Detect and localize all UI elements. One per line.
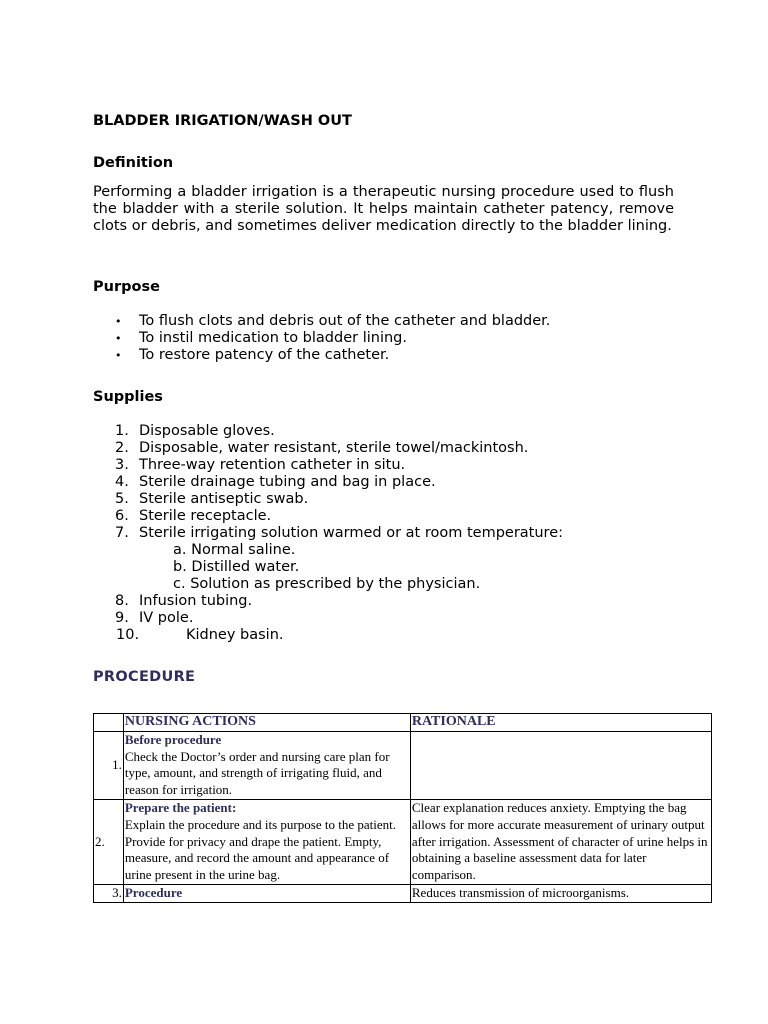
supply-item [93, 627, 713, 644]
supply-number: 10. [116, 627, 140, 643]
purpose-list [93, 313, 693, 364]
supply-text: Disposable gloves. [139, 423, 275, 439]
nursing-action-cell [123, 884, 410, 902]
column-header-rationale: RATIONALE [410, 714, 711, 732]
supply-subitem: c. Solution as prescribed by the physician. [173, 576, 481, 592]
nursing-action-cell [123, 731, 410, 799]
supply-text: Sterile receptacle. [139, 508, 272, 524]
supply-item [93, 491, 713, 508]
rationale-cell [410, 731, 711, 799]
table-row [94, 731, 712, 799]
step-title: Prepare the patient: [124, 799, 237, 815]
supply-subitem: b. Distilled water. [173, 559, 300, 575]
procedure-heading: PROCEDURE [93, 669, 196, 685]
supply-item [93, 525, 713, 542]
supply-number: 9. [115, 610, 129, 626]
supply-number: 7. [115, 525, 129, 541]
table-row [94, 799, 712, 884]
supplies-heading: Supplies [93, 389, 163, 405]
supply-text: Sterile antiseptic swab. [139, 491, 309, 507]
supply-number: 4. [115, 474, 129, 490]
supply-item [93, 610, 713, 627]
supply-text: Disposable, water resistant, sterile towel/mackintosh. [139, 440, 529, 456]
step-action-text: Check the Doctor’s order and nursing care plan for type, amount, and strength of irrigating fluid, and reason for irrigation. [124, 748, 390, 798]
definition-heading: Definition [93, 155, 174, 171]
supply-text: Three-way retention catheter in situ. [139, 457, 406, 473]
document-title: BLADDER IRIGATION/WASH OUT [93, 113, 352, 129]
supply-item [93, 474, 713, 491]
column-header-nursing-actions: NURSING ACTIONS [123, 714, 410, 732]
purpose-item: • To flush clots and debris out of the catheter and bladder. [93, 313, 693, 330]
step-action-text: Explain the procedure and its purpose to the patient. Provide for privacy and drape the patient. Empty, measure, and record the amount and appearance of urine present in the urine bag. [124, 816, 396, 883]
supplies-list [93, 423, 713, 644]
definition-text: Performing a bladder irrigation is a therapeutic nursing procedure used to flush the bladder with a sterile solution. It helps maintain catheter patency, remove clots or debris, and sometimes deliver medication directly to the bladder lining. [93, 184, 674, 234]
supply-item [93, 457, 713, 474]
supply-number: 1. [115, 423, 129, 439]
rationale-cell: Clear explanation reduces anxiety. Emptying the bag allows for more accurate measurement of urinary output after irrigation. Assessment of character of urine helps in obtaining a baseline assessment data for later comparison. [410, 799, 711, 884]
supply-number: 5. [115, 491, 129, 507]
step-title: Before procedure [124, 731, 222, 747]
supply-text: Infusion tubing. [139, 593, 253, 609]
table-header-row [94, 714, 712, 732]
rationale-cell: Reduces transmission of microorganisms. [410, 884, 711, 902]
supply-number: 2. [115, 440, 129, 456]
supply-item [93, 440, 713, 457]
supply-item [93, 593, 713, 610]
supply-item [93, 508, 713, 525]
purpose-item: • To restore patency of the catheter. [93, 347, 693, 364]
supply-text: IV pole. [139, 610, 194, 626]
table-row [94, 884, 712, 902]
step-number: 1. [94, 731, 124, 799]
step-number: 3. [94, 884, 124, 902]
supply-item [93, 423, 713, 440]
nursing-action-cell [123, 799, 410, 884]
supply-text: Sterile irrigating solution warmed or at room temperature: [139, 525, 563, 541]
step-number: 2. [94, 799, 124, 884]
supply-text: Kidney basin. [186, 627, 284, 643]
supply-number: 6. [115, 508, 129, 524]
column-header-number [94, 714, 124, 732]
purpose-item: • To instil medication to bladder lining. [93, 330, 693, 347]
supply-number: 8. [115, 593, 129, 609]
procedure-table [93, 713, 712, 903]
supply-number: 3. [115, 457, 129, 473]
purpose-heading: Purpose [93, 279, 160, 295]
step-title: Procedure [124, 884, 183, 900]
supply-subitem: a. Normal saline. [173, 542, 296, 558]
supply-text: Sterile drainage tubing and bag in place. [139, 474, 436, 490]
